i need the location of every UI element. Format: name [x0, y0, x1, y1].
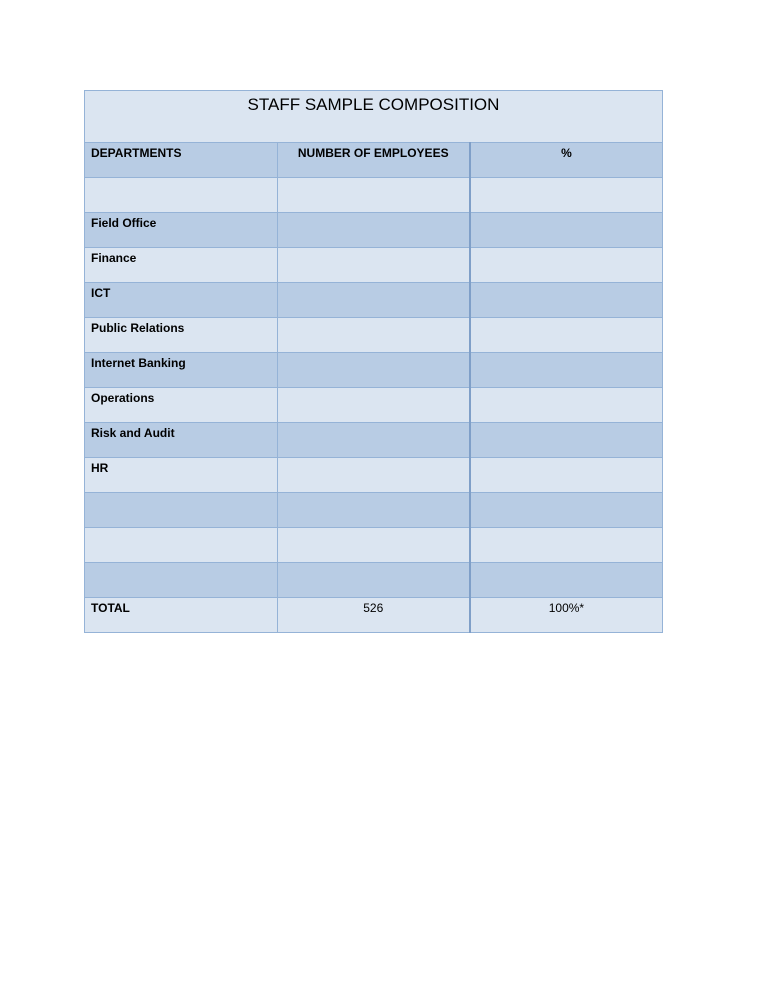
row-percent [470, 563, 663, 598]
header-percent: % [470, 143, 663, 178]
row-employees [277, 353, 470, 388]
row-percent [470, 318, 663, 353]
table-title-row [85, 91, 663, 143]
row-employees [277, 248, 470, 283]
table-row [85, 283, 663, 318]
row-department [85, 528, 278, 563]
row-employees [277, 493, 470, 528]
staff-sample-composition-table [84, 90, 663, 633]
total-employees: 526 [277, 598, 470, 633]
row-employees [277, 563, 470, 598]
table-header-row [85, 143, 663, 178]
table-total-row [85, 598, 663, 633]
table-row [85, 493, 663, 528]
row-employees [277, 283, 470, 318]
row-employees [277, 318, 470, 353]
row-department: Operations [85, 388, 278, 423]
row-employees [277, 178, 470, 213]
total-percent: 100%* [470, 598, 663, 633]
row-employees [277, 423, 470, 458]
row-percent [470, 388, 663, 423]
row-percent [470, 178, 663, 213]
row-department: Finance [85, 248, 278, 283]
table-row [85, 423, 663, 458]
table-row [85, 178, 663, 213]
row-percent [470, 283, 663, 318]
row-percent [470, 528, 663, 563]
table-row [85, 458, 663, 493]
row-department: Field Office [85, 213, 278, 248]
row-department: ICT [85, 283, 278, 318]
table-row [85, 388, 663, 423]
table-row [85, 318, 663, 353]
row-department: Risk and Audit [85, 423, 278, 458]
table-title: STAFF SAMPLE COMPOSITION [85, 91, 663, 143]
table-row [85, 248, 663, 283]
row-department: Public Relations [85, 318, 278, 353]
row-percent [470, 248, 663, 283]
row-department [85, 563, 278, 598]
row-department: Internet Banking [85, 353, 278, 388]
row-percent [470, 458, 663, 493]
row-employees [277, 388, 470, 423]
table-row [85, 213, 663, 248]
header-number-of-employees: NUMBER OF EMPLOYEES [277, 143, 470, 178]
row-employees [277, 213, 470, 248]
row-percent [470, 213, 663, 248]
row-department [85, 493, 278, 528]
header-departments: DEPARTMENTS [85, 143, 278, 178]
row-employees [277, 528, 470, 563]
row-department: HR [85, 458, 278, 493]
row-percent [470, 353, 663, 388]
row-percent [470, 493, 663, 528]
row-percent [470, 423, 663, 458]
row-department [85, 178, 278, 213]
table-row [85, 528, 663, 563]
row-employees [277, 458, 470, 493]
table-row [85, 563, 663, 598]
total-label: TOTAL [85, 598, 278, 633]
table-row [85, 353, 663, 388]
